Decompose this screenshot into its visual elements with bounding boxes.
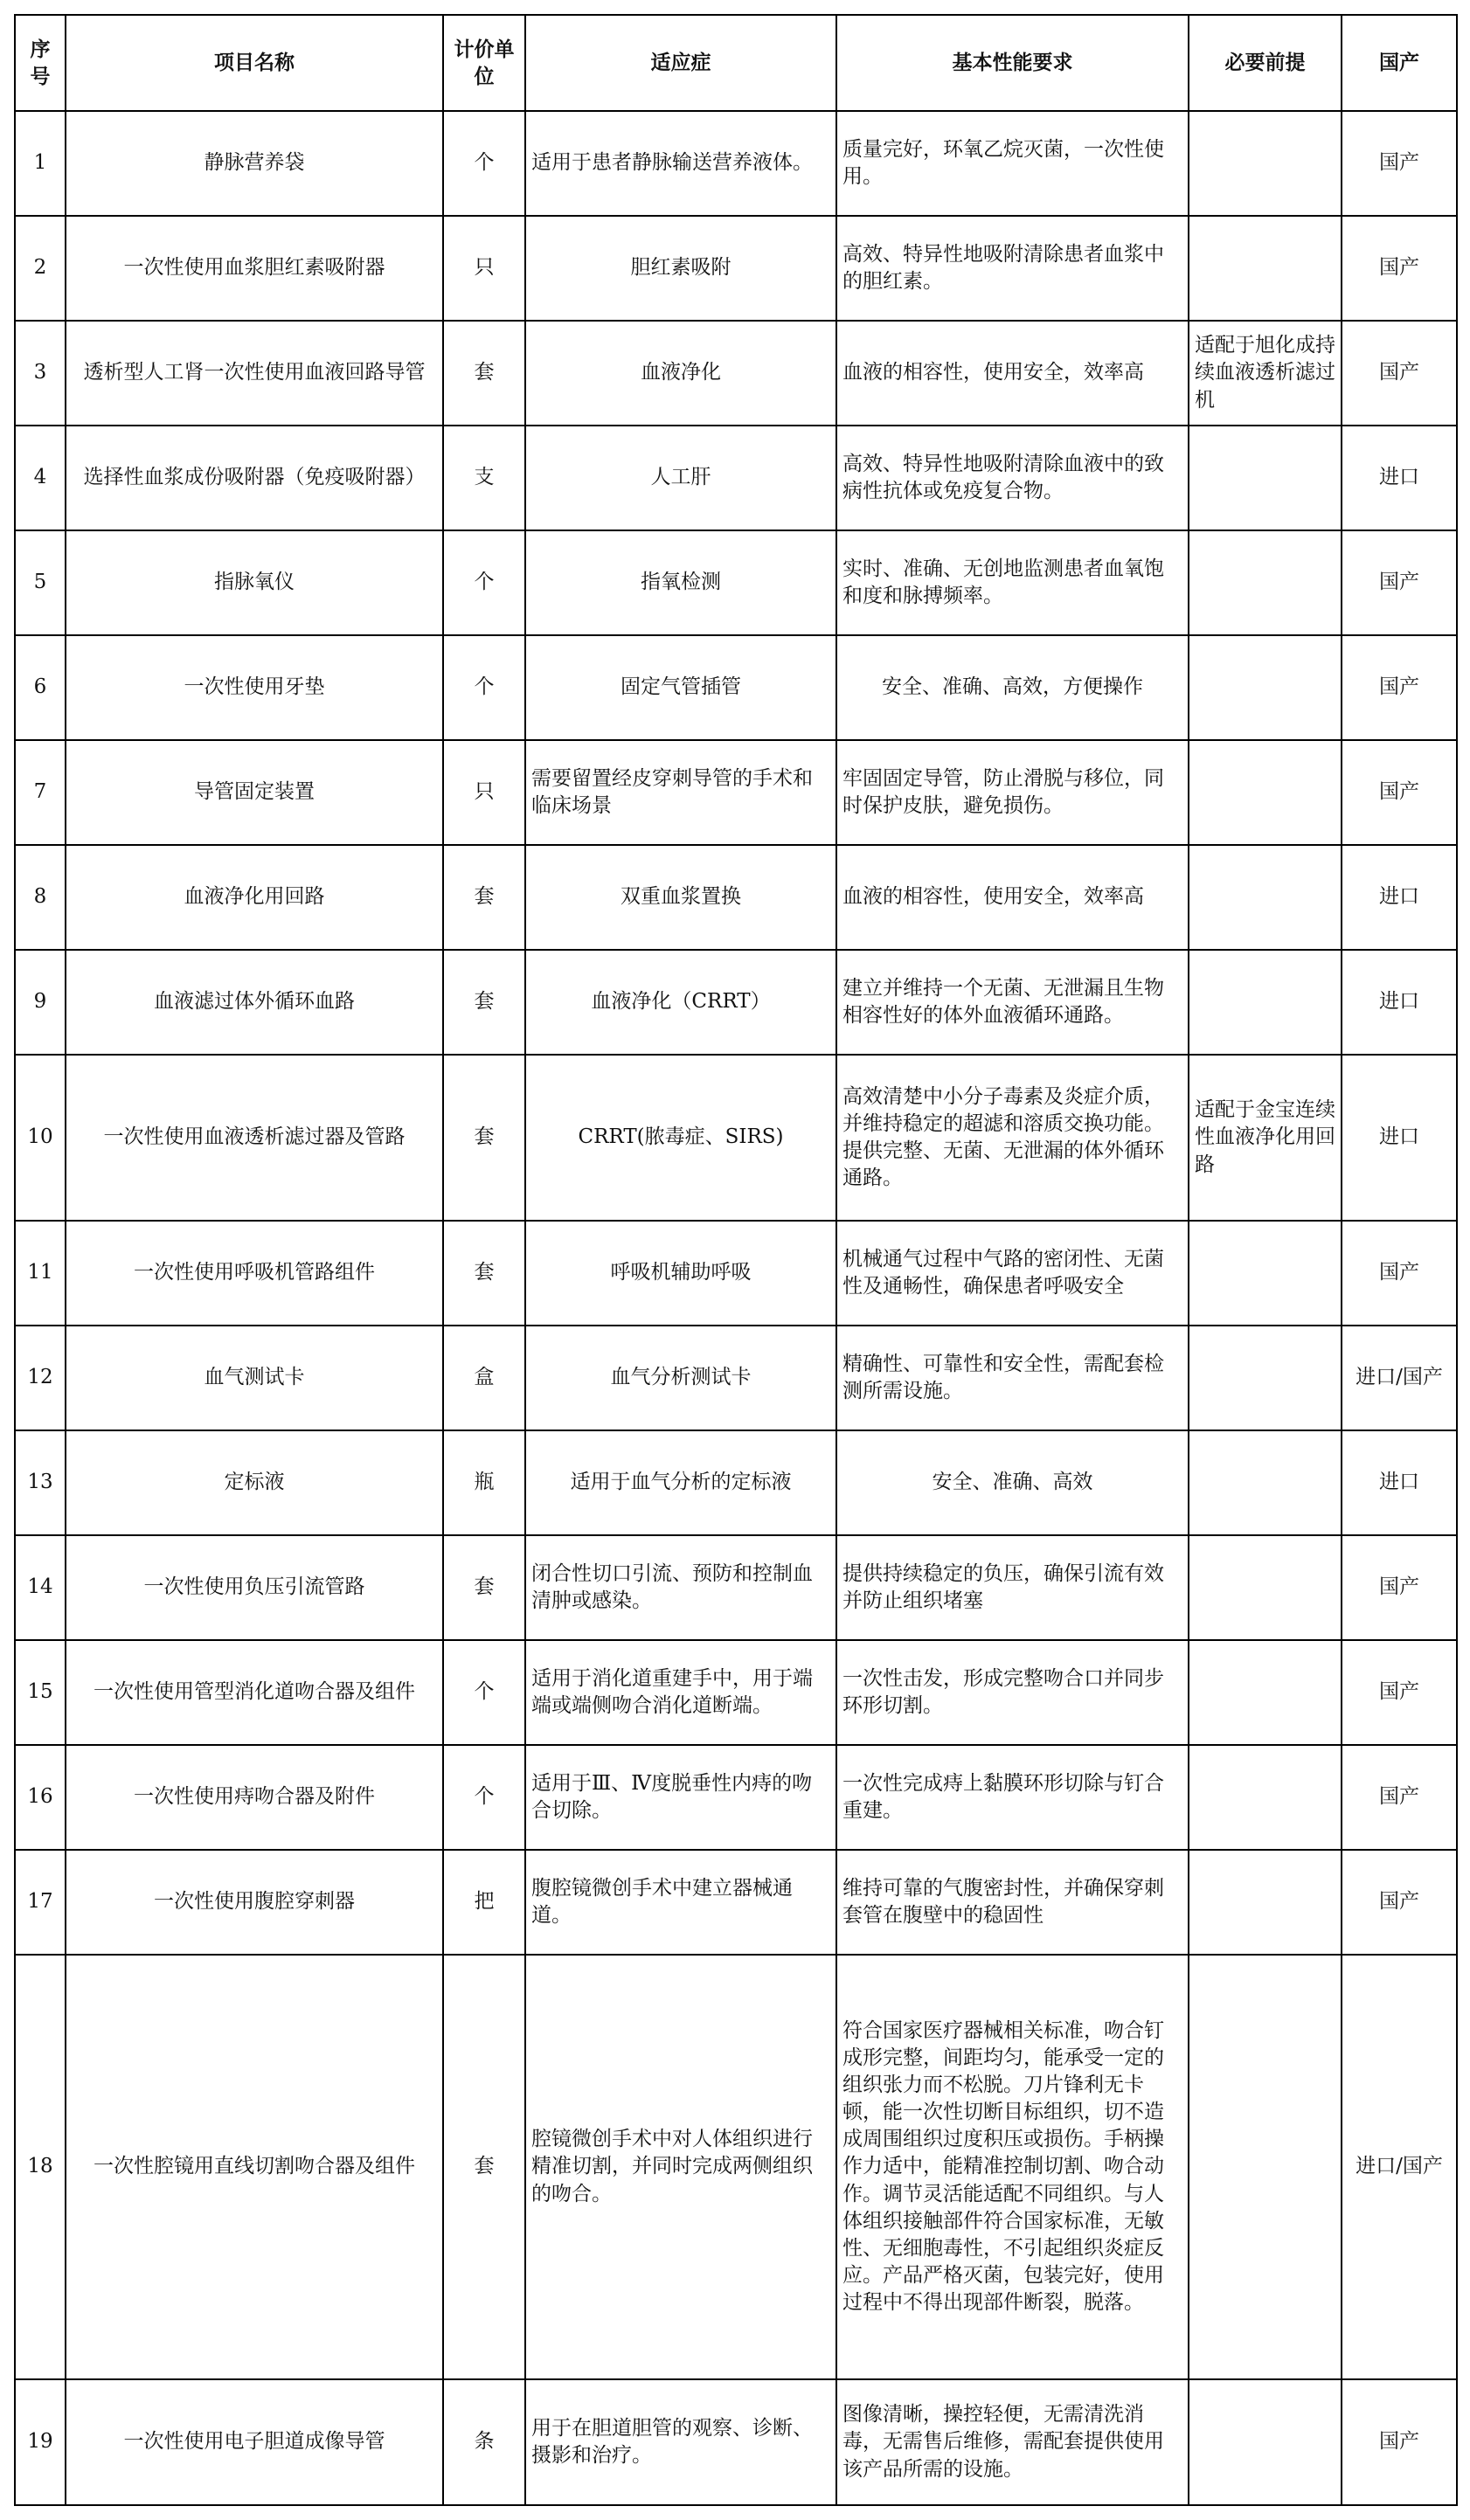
cell-indication: 血液净化 — [525, 321, 836, 426]
cell-seq: 19 — [15, 2379, 66, 2505]
table-row — [15, 321, 1457, 426]
cell-seq: 9 — [15, 950, 66, 1055]
cell-prerequisite — [1189, 1430, 1342, 1535]
cell-unit: 个 — [443, 530, 525, 635]
cell-origin: 进口 — [1342, 950, 1457, 1055]
cell-unit: 套 — [443, 1221, 525, 1326]
cell-seq: 14 — [15, 1535, 66, 1640]
cell-indication: 双重血浆置换 — [525, 845, 836, 950]
table-row — [15, 426, 1457, 530]
header-name: 项目名称 — [66, 15, 443, 111]
cell-name: 血液净化用回路 — [66, 845, 443, 950]
table-row — [15, 111, 1457, 216]
cell-origin: 进口 — [1342, 1430, 1457, 1535]
cell-origin: 国产 — [1342, 1745, 1457, 1850]
header-indication: 适应症 — [525, 15, 836, 111]
cell-performance: 建立并维持一个无菌、无泄漏且生物相容性好的体外血液循环通路。 — [836, 950, 1189, 1055]
cell-indication: 腔镜微创手术中对人体组织进行精准切割，并同时完成两侧组织的吻合。 — [525, 1955, 836, 2379]
cell-seq: 8 — [15, 845, 66, 950]
cell-unit: 只 — [443, 216, 525, 321]
cell-name: 血气测试卡 — [66, 1326, 443, 1430]
consumables-table — [14, 14, 1458, 2506]
cell-performance: 一次性完成痔上黏膜环形切除与钉合重建。 — [836, 1745, 1189, 1850]
cell-prerequisite — [1189, 2379, 1342, 2505]
cell-prerequisite — [1189, 1955, 1342, 2379]
cell-performance: 安全、准确、高效 — [836, 1430, 1189, 1535]
table-row — [15, 635, 1457, 740]
header-performance: 基本性能要求 — [836, 15, 1189, 111]
cell-name: 一次性使用管型消化道吻合器及组件 — [66, 1640, 443, 1745]
cell-prerequisite — [1189, 950, 1342, 1055]
table-row — [15, 950, 1457, 1055]
cell-name: 静脉营养袋 — [66, 111, 443, 216]
cell-seq: 3 — [15, 321, 66, 426]
table-row — [15, 845, 1457, 950]
table-row — [15, 1640, 1457, 1745]
cell-origin: 进口 — [1342, 845, 1457, 950]
cell-prerequisite — [1189, 111, 1342, 216]
cell-indication: 闭合性切口引流、预防和控制血清肿或感染。 — [525, 1535, 836, 1640]
cell-seq: 13 — [15, 1430, 66, 1535]
cell-prerequisite — [1189, 1221, 1342, 1326]
cell-seq: 4 — [15, 426, 66, 530]
cell-prerequisite — [1189, 1535, 1342, 1640]
cell-seq: 5 — [15, 530, 66, 635]
cell-indication: 用于在胆道胆管的观察、诊断、摄影和治疗。 — [525, 2379, 836, 2505]
cell-performance: 机械通气过程中气路的密闭性、无菌性及通畅性，确保患者呼吸安全 — [836, 1221, 1189, 1326]
cell-indication: 固定气管插管 — [525, 635, 836, 740]
cell-unit: 把 — [443, 1850, 525, 1955]
cell-seq: 11 — [15, 1221, 66, 1326]
table-row — [15, 216, 1457, 321]
cell-performance: 图像清晰，操控轻便，无需清洗消毒，无需售后维修，需配套提供使用该产品所需的设施。 — [836, 2379, 1189, 2505]
cell-performance: 血液的相容性，使用安全，效率高 — [836, 321, 1189, 426]
cell-indication: CRRT(脓毒症、SIRS) — [525, 1055, 836, 1221]
cell-origin: 国产 — [1342, 530, 1457, 635]
cell-origin: 国产 — [1342, 740, 1457, 845]
cell-seq: 17 — [15, 1850, 66, 1955]
cell-performance: 高效、特异性地吸附清除患者血浆中的胆红素。 — [836, 216, 1189, 321]
cell-name: 一次性使用血浆胆红素吸附器 — [66, 216, 443, 321]
cell-origin: 国产 — [1342, 216, 1457, 321]
cell-name: 一次性使用痔吻合器及附件 — [66, 1745, 443, 1850]
cell-indication: 胆红素吸附 — [525, 216, 836, 321]
table-row — [15, 1745, 1457, 1850]
table-row — [15, 1221, 1457, 1326]
cell-seq: 1 — [15, 111, 66, 216]
cell-indication: 血液净化（CRRT） — [525, 950, 836, 1055]
cell-performance: 牢固固定导管，防止滑脱与移位，同时保护皮肤，避免损伤。 — [836, 740, 1189, 845]
cell-name: 导管固定装置 — [66, 740, 443, 845]
cell-performance: 质量完好，环氧乙烷灭菌，一次性使用。 — [836, 111, 1189, 216]
header-prerequisite: 必要前提 — [1189, 15, 1342, 111]
cell-seq: 15 — [15, 1640, 66, 1745]
cell-origin: 国产 — [1342, 111, 1457, 216]
table-row — [15, 1850, 1457, 1955]
cell-unit: 支 — [443, 426, 525, 530]
cell-origin: 国产 — [1342, 1850, 1457, 1955]
cell-performance: 血液的相容性，使用安全，效率高 — [836, 845, 1189, 950]
cell-indication: 指氧检测 — [525, 530, 836, 635]
table-row — [15, 1055, 1457, 1221]
cell-name: 选择性血浆成份吸附器（免疫吸附器） — [66, 426, 443, 530]
table-row — [15, 1430, 1457, 1535]
cell-performance: 符合国家医疗器械相关标准，吻合钉成形完整，间距均匀，能承受一定的组织张力而不松脱。刀片锋利无卡顿，能一次性切断目标组织，切不造成周围组织过度积压或损伤。手柄操作力适中，能精准控制切割、吻合动作。调节灵活能适配不同组织。与人体组织接触部件符合国家标准，无敏性、无细胞毒性，不引起组织炎症反应。产品严格灭菌，包装完好，使用过程中不得出现部件断裂，脱落。 — [836, 1955, 1189, 2379]
cell-origin: 国产 — [1342, 1640, 1457, 1745]
cell-name: 一次性使用呼吸机管路组件 — [66, 1221, 443, 1326]
cell-indication: 腹腔镜微创手术中建立器械通道。 — [525, 1850, 836, 1955]
cell-origin: 国产 — [1342, 2379, 1457, 2505]
cell-performance: 实时、准确、无创地监测患者血氧饱和度和脉搏频率。 — [836, 530, 1189, 635]
cell-prerequisite: 适配于金宝连续性血液净化用回路 — [1189, 1055, 1342, 1221]
cell-unit: 套 — [443, 1055, 525, 1221]
cell-indication: 血气分析测试卡 — [525, 1326, 836, 1430]
cell-origin: 国产 — [1342, 1535, 1457, 1640]
cell-seq: 2 — [15, 216, 66, 321]
cell-unit: 套 — [443, 1535, 525, 1640]
cell-unit: 个 — [443, 635, 525, 740]
cell-performance: 提供持续稳定的负压，确保引流有效并防止组织堵塞 — [836, 1535, 1189, 1640]
cell-performance: 一次性击发，形成完整吻合口并同步环形切割。 — [836, 1640, 1189, 1745]
cell-seq: 18 — [15, 1955, 66, 2379]
cell-performance: 高效清楚中小分子毒素及炎症介质，并维持稳定的超滤和溶质交换功能。提供完整、无菌、无泄漏的体外循环通路。 — [836, 1055, 1189, 1221]
cell-name: 一次性使用负压引流管路 — [66, 1535, 443, 1640]
cell-performance: 维持可靠的气腹密封性，并确保穿刺套管在腹壁中的稳固性 — [836, 1850, 1189, 1955]
cell-name: 一次性使用电子胆道成像导管 — [66, 2379, 443, 2505]
cell-name: 一次性使用血液透析滤过器及管路 — [66, 1055, 443, 1221]
cell-performance: 精确性、可靠性和安全性，需配套检测所需设施。 — [836, 1326, 1189, 1430]
cell-unit: 套 — [443, 950, 525, 1055]
cell-origin: 国产 — [1342, 321, 1457, 426]
table-row — [15, 1955, 1457, 2379]
cell-unit: 套 — [443, 321, 525, 426]
cell-name: 指脉氧仪 — [66, 530, 443, 635]
cell-unit: 套 — [443, 845, 525, 950]
cell-prerequisite — [1189, 845, 1342, 950]
cell-performance: 安全、准确、高效，方便操作 — [836, 635, 1189, 740]
cell-unit: 套 — [443, 1955, 525, 2379]
cell-unit: 个 — [443, 111, 525, 216]
cell-unit: 个 — [443, 1745, 525, 1850]
cell-prerequisite — [1189, 1745, 1342, 1850]
page — [14, 14, 1456, 2506]
cell-prerequisite — [1189, 1850, 1342, 1955]
cell-unit: 只 — [443, 740, 525, 845]
table-row — [15, 1326, 1457, 1430]
cell-name: 一次性腔镜用直线切割吻合器及组件 — [66, 1955, 443, 2379]
table-row — [15, 2379, 1457, 2505]
cell-prerequisite — [1189, 216, 1342, 321]
header-unit: 计价单位 — [443, 15, 525, 111]
cell-prerequisite — [1189, 1640, 1342, 1745]
cell-indication: 适用于血气分析的定标液 — [525, 1430, 836, 1535]
cell-name: 一次性使用腹腔穿刺器 — [66, 1850, 443, 1955]
cell-origin: 进口 — [1342, 1055, 1457, 1221]
cell-performance: 高效、特异性地吸附清除血液中的致病性抗体或免疫复合物。 — [836, 426, 1189, 530]
cell-prerequisite — [1189, 635, 1342, 740]
cell-seq: 16 — [15, 1745, 66, 1850]
cell-seq: 6 — [15, 635, 66, 740]
header-origin: 国产 — [1342, 15, 1457, 111]
cell-seq: 7 — [15, 740, 66, 845]
header-row — [15, 15, 1457, 111]
cell-seq: 10 — [15, 1055, 66, 1221]
cell-origin: 国产 — [1342, 1221, 1457, 1326]
cell-prerequisite — [1189, 426, 1342, 530]
cell-origin: 进口/国产 — [1342, 1326, 1457, 1430]
cell-prerequisite — [1189, 530, 1342, 635]
cell-prerequisite: 适配于旭化成持续血液透析滤过机 — [1189, 321, 1342, 426]
cell-unit: 瓶 — [443, 1430, 525, 1535]
cell-origin: 进口/国产 — [1342, 1955, 1457, 2379]
cell-unit: 个 — [443, 1640, 525, 1745]
cell-indication: 适用于消化道重建手中，用于端端或端侧吻合消化道断端。 — [525, 1640, 836, 1745]
cell-indication: 人工肝 — [525, 426, 836, 530]
cell-name: 一次性使用牙垫 — [66, 635, 443, 740]
cell-indication: 适用于Ⅲ、Ⅳ度脱垂性内痔的吻合切除。 — [525, 1745, 836, 1850]
header-seq: 序号 — [15, 15, 66, 111]
cell-unit: 条 — [443, 2379, 525, 2505]
cell-unit: 盒 — [443, 1326, 525, 1430]
cell-prerequisite — [1189, 1326, 1342, 1430]
cell-name: 血液滤过体外循环血路 — [66, 950, 443, 1055]
cell-name: 定标液 — [66, 1430, 443, 1535]
cell-indication: 需要留置经皮穿刺导管的手术和临床场景 — [525, 740, 836, 845]
cell-origin: 国产 — [1342, 635, 1457, 740]
cell-name: 透析型人工肾一次性使用血液回路导管 — [66, 321, 443, 426]
cell-seq: 12 — [15, 1326, 66, 1430]
table-row — [15, 740, 1457, 845]
cell-prerequisite — [1189, 740, 1342, 845]
cell-indication: 适用于患者静脉输送营养液体。 — [525, 111, 836, 216]
cell-indication: 呼吸机辅助呼吸 — [525, 1221, 836, 1326]
table-row — [15, 530, 1457, 635]
table-row — [15, 1535, 1457, 1640]
cell-origin: 进口 — [1342, 426, 1457, 530]
